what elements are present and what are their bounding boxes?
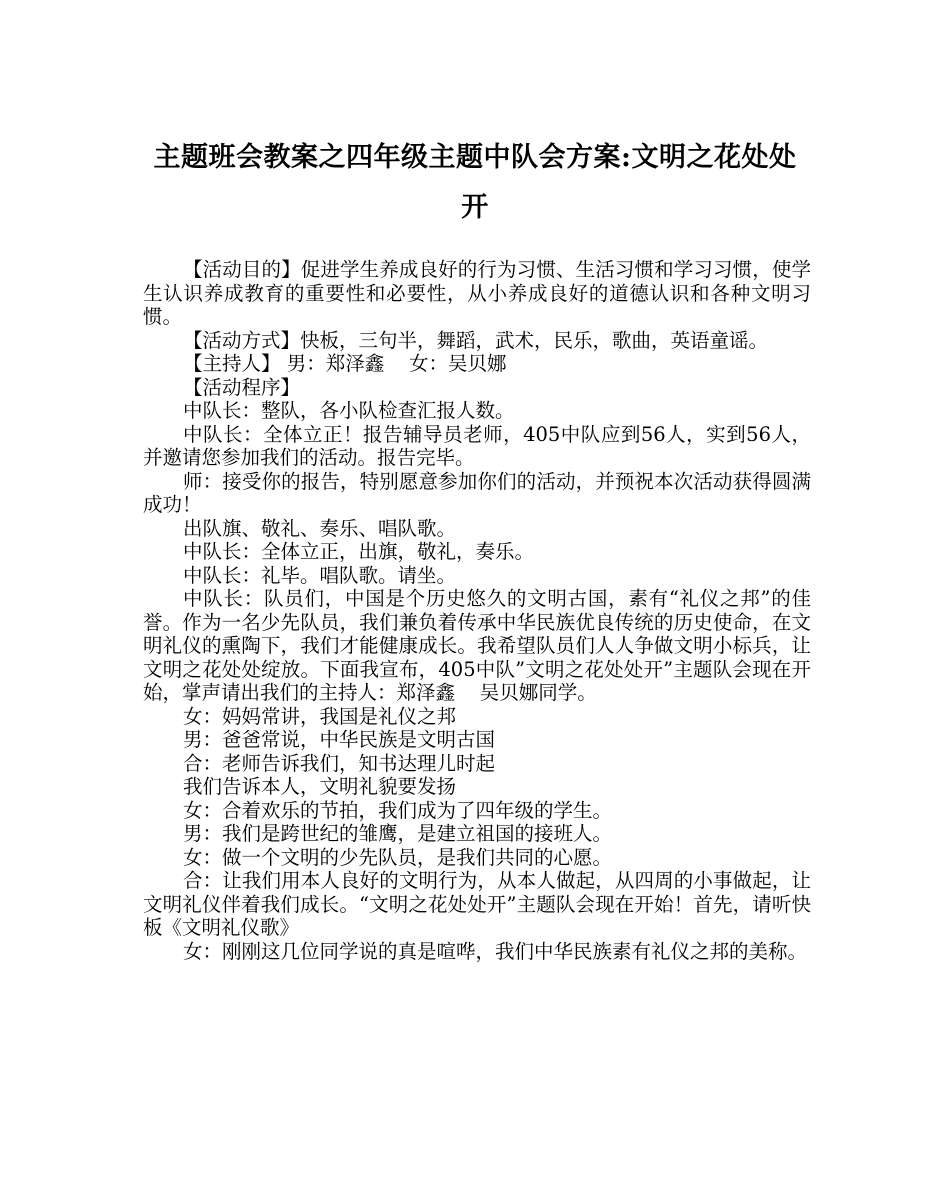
paragraph: 女：合着欢乐的节拍，我们成为了四年级的学生。	[183, 798, 613, 822]
paragraph: 中队长：整队，各小队检查汇报人数。	[183, 399, 515, 422]
document-title: 主题班会教案之四年级主题中队会方案:文明之花处处开	[153, 142, 797, 223]
paragraph: 男：爸爸常说，中华民族是文明古国	[183, 728, 496, 751]
paragraph: 中队长：全体立正！报告辅导员老师，405中队应到56人，实到56人，并邀请您参加我们的活动。报告完毕。	[143, 422, 811, 469]
paragraph: 【活动方式】快板，三句半，舞蹈，武术，民乐，歌曲，英语童谣。	[183, 328, 769, 352]
paragraph: 【活动程序】	[183, 375, 301, 399]
paragraph: 男：我们是跨世纪的雏鹰，是建立祖国的接班人。	[183, 822, 613, 845]
paragraph: 【活动目的】促进学生养成良好的行为习惯、生活习惯和学习习惯，使学生认识养成教育的重要性和必要性，从小养成良好的道德认识和各种文明习惯。	[143, 258, 811, 328]
paragraph: 我们告诉本人，文明礼貌要发扬	[183, 775, 457, 798]
paragraph: 中队长：全体立正，出旗，敬礼，奏乐。	[183, 540, 535, 563]
paragraph: 【主持人】 男：郑泽鑫 女：吴贝娜	[183, 352, 507, 375]
paragraph: 出队旗、敬礼、奏乐、唱队歌。	[183, 516, 457, 540]
paragraph: 合：老师告诉我们，知书达理儿时起	[183, 751, 496, 775]
paragraph: 中队长：礼毕。唱队歌。请坐。	[183, 563, 457, 587]
document-body	[143, 258, 811, 963]
paragraph: 师：接受你的报告，特别愿意参加你们的活动，并预祝本次活动获得圆满成功！	[143, 469, 811, 516]
paragraph: 女：妈妈常讲，我国是礼仪之邦	[183, 704, 457, 728]
paragraph: 合：让我们用本人良好的文明行为，从本人做起，从四周的小事做起，让文明礼仪伴着我们成长。“文明之花处处开”主题队会现在开始！首先，请听快板《文明礼仪歌》	[143, 869, 811, 939]
paragraph: 中队长：队员们，中国是个历史悠久的文明古国，素有“礼仪之邦”的佳誉。作为一名少先队员，我们兼负着传承中华民族优良传统的历史使命，在文明礼仪的熏陶下，我们才能健康成长。我希望队员们人人争做文明小标兵，让文明之花处处绽放。下面我宣布，405中队”文明之花处处开”主题队会现在开始，掌声请出我们的主持人：郑泽鑫 吴贝娜同学。	[143, 587, 811, 704]
paragraph: 女：刚刚这几位同学说的真是喧哗，我们中华民族素有礼仪之邦的美称。	[183, 939, 808, 963]
paragraph: 女：做一个文明的少先队员，是我们共同的心愿。	[183, 845, 613, 869]
